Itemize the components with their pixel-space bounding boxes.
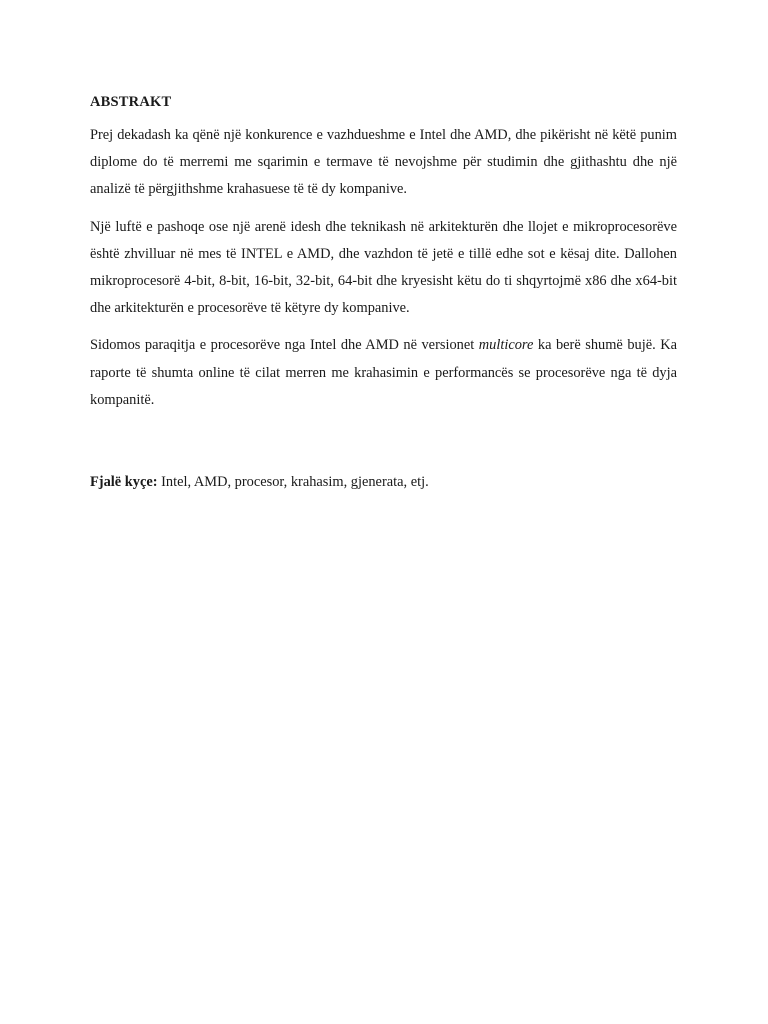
paragraph-2: Një luftë e pashoqe ose një arenë idesh dhe teknikash në arkitekturën dhe llojet e mikroprocesorëve është zhvilluar në mes të INTEL e AMD, dhe vazhdon të jetë e tillë edhe sot e kësaj dite. Dallohen mikroprocesorë 4-bit, 8-bit, 16-bit, 32-bit, 64-bit dhe kryesisht këtu do ti shqyrtojmë x86 dhe x64-bit dhe arkitekturën e procesorëve të këtyre dy kompanive.	[90, 218, 677, 317]
keywords-label: Fjalë kyçe:	[90, 474, 158, 490]
keywords-line	[90, 472, 429, 492]
keywords-list: Intel, AMD, procesor, krahasim, gjenerata, etj.	[157, 474, 429, 490]
paragraph-3-text-end: ka berë shumë bujë. Ka raporte të shumta online të cilat merren me krahasimin e performancës se procesorëve nga të dyja kompanitë.	[90, 337, 677, 408]
paragraph-1: Prej dekadash ka qënë një konkurence e vazhdueshme e Intel dhe AMD, dhe pikërisht në këtë punim diplome do të merremi me sqarimin e termave të nevojshme për studimin dhe gjithashtu dhe një analizë të përgjithshme krahasuese të të dy kompanive.	[90, 127, 677, 198]
paragraph-3	[90, 332, 677, 414]
paragraph-3-italic-term: multicore	[478, 337, 534, 354]
abstract-heading: ABSTRAKT	[90, 94, 172, 110]
abstract-section	[90, 92, 677, 424]
paragraph-3-text-start: Sidomos paraqitja e procesorëve nga Intel dhe AMD në versionet	[90, 337, 479, 354]
